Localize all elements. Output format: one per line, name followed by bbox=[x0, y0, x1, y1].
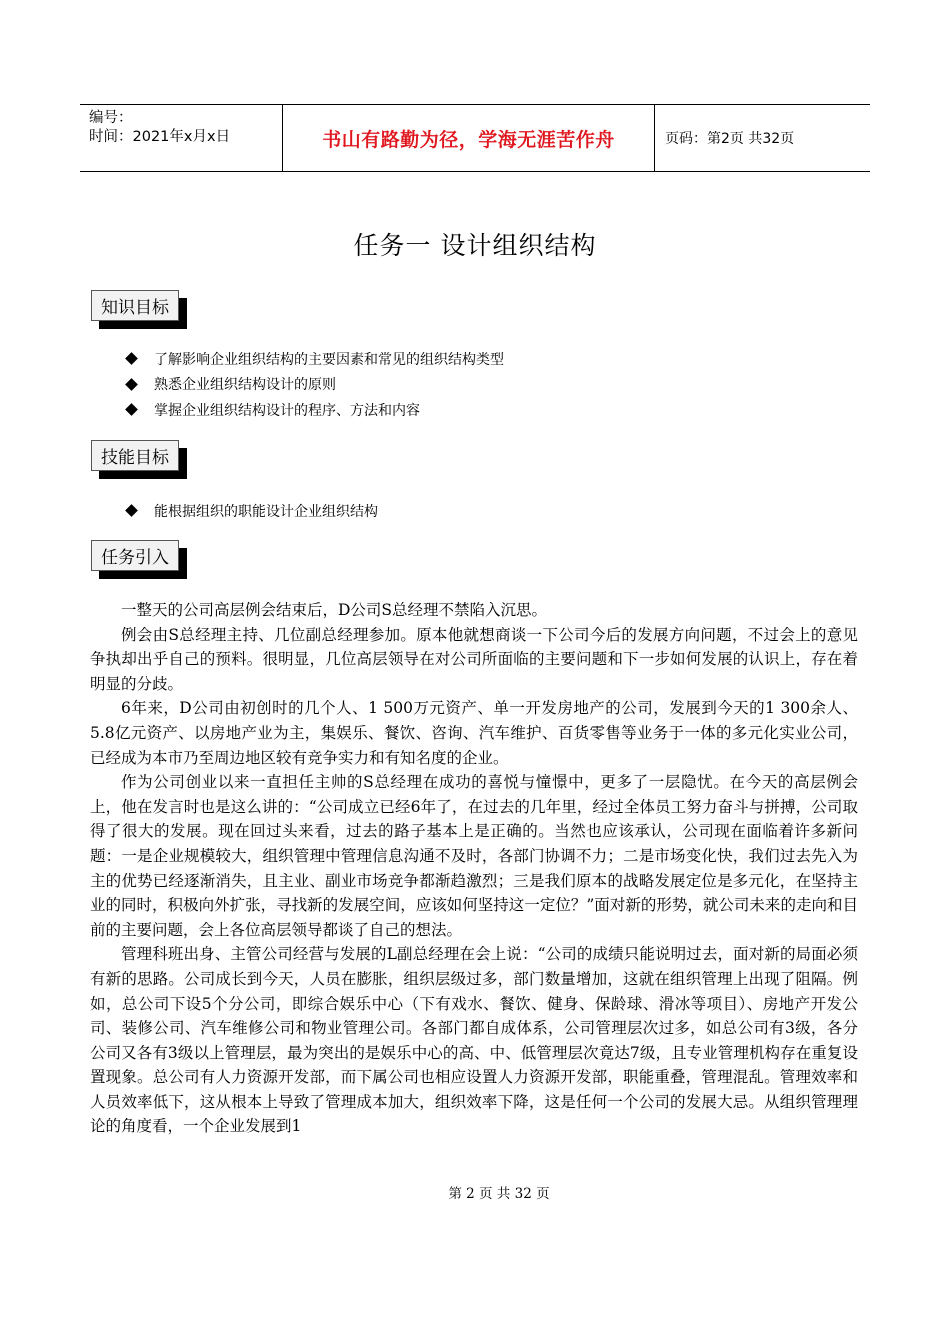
list-item: 掌握企业组织结构设计的程序、方法和内容 bbox=[124, 397, 504, 423]
case-body bbox=[90, 598, 858, 1139]
skill-goals-list bbox=[124, 498, 378, 524]
paragraph: 作为公司创业以来一直担任主帅的S总经理在成功的喜悦与憧憬中，更多了一层隐忧。在今天的高层例会上，他在发言时也是这么讲的：“公司成立已经6年了，在过去的几年里，经过全体员工努力奋斗与拼搏，公司取得了很大的发展。现在回过头来看，过去的路子基本上是正确的。当然也应该承认，公司现在面临着许多新问题：一是企业规模较大，组织管理中管理信息沟通不及时，各部门协调不力；二是市场变化快，我们过去先入为主的优势已经逐渐消失，且主业、副业市场竞争都渐趋激烈；三是我们原本的战略发展定位是多元化，在坚持主业的同时，积极向外扩张，寻找新的发展空间，应该如何坚持这一定位？”面对新的形势，就公司未来的走向和目前的主要问题，会上各位高层领导都谈了自己的想法。 bbox=[90, 773, 858, 939]
diamond-bullet-icon bbox=[125, 378, 138, 391]
header-meta bbox=[80, 105, 283, 171]
section-label-task: 任务引入 bbox=[91, 540, 179, 571]
diamond-bullet-icon bbox=[125, 403, 138, 416]
header-page-info: 页码：第2页 共32页 bbox=[665, 131, 795, 147]
section-label-skill: 技能目标 bbox=[91, 440, 179, 471]
diamond-bullet-icon bbox=[125, 504, 138, 517]
header-motto: 书山有路勤为径，学海无涯苦作舟 bbox=[283, 105, 655, 171]
page-footer: 第 2 页 共 32 页 bbox=[448, 1186, 550, 1202]
paragraph: 例会由S总经理主持、几位副总经理参加。原本他就想商谈一下公司今后的发展方向问题，不过会上的意见争执却出乎自己的预料。很明显，几位高层领导在对公司所面临的主要问题和下一步如何发展的认识上，存在着明显的分歧。 bbox=[90, 625, 858, 693]
diamond-bullet-icon bbox=[125, 352, 138, 365]
list-item: 熟悉企业组织结构设计的原则 bbox=[124, 372, 504, 398]
paragraph: 6年来，D公司由初创时的几个人、1 500万元资产、单一开发房地产的公司，发展到今天的1 300余人、5.8亿元资产、以房地产业为主，集娱乐、餐饮、咨询、汽车维护、百货零售等业务于一体的多元化实业公司，已经成为本市乃至周边地区较有竞争实力和有知名度的企业。 bbox=[90, 699, 858, 767]
page-title: 任务一 设计组织结构 bbox=[353, 231, 597, 260]
list-item: 了解影响企业组织结构的主要因素和常见的组织结构类型 bbox=[124, 346, 504, 372]
paragraph: 一整天的公司高层例会结束后，D公司S总经理不禁陷入沉思。 bbox=[121, 601, 548, 619]
section-label-knowledge: 知识目标 bbox=[91, 290, 179, 321]
date-line: 时间：2021年x月x日 bbox=[89, 129, 231, 145]
paragraph: 管理科班出身、主管公司经营与发展的L副总经理在会上说：“公司的成绩只能说明过去，面对新的局面必须有新的思路。公司成长到今天，人员在膨胀，组织层级过多，部门数量增加，这就在组织管理上出现了阻隔。例如，总公司下设5个分公司，即综合娱乐中心（下有戏水、餐饮、健身、保龄球、滑冰等项目）、房地产开发公司、装修公司、汽车维修公司和物业管理公司。各部门都自成体系，公司管理层次过多，如总公司有3级，各分公司又各有3级以上管理层，最为突出的是娱乐中心的高、中、低管理层次竟达7级，且专业管理机构存在重复设置现象。总公司有人力资源开发部，而下属公司也相应设置人力资源开发部，职能重叠，管理混乱。管理效率和人员效率低下，这从根本上导致了管理成本加大，组织效率下降，这是任何一个公司的发展大忌。从组织管理理论的角度看，一个企业发展到1 bbox=[90, 945, 858, 1136]
knowledge-goals-list bbox=[124, 346, 504, 423]
page-header bbox=[80, 104, 870, 172]
number-label: 编号： bbox=[89, 110, 133, 126]
list-item: 能根据组织的职能设计企业组织结构 bbox=[124, 498, 378, 524]
